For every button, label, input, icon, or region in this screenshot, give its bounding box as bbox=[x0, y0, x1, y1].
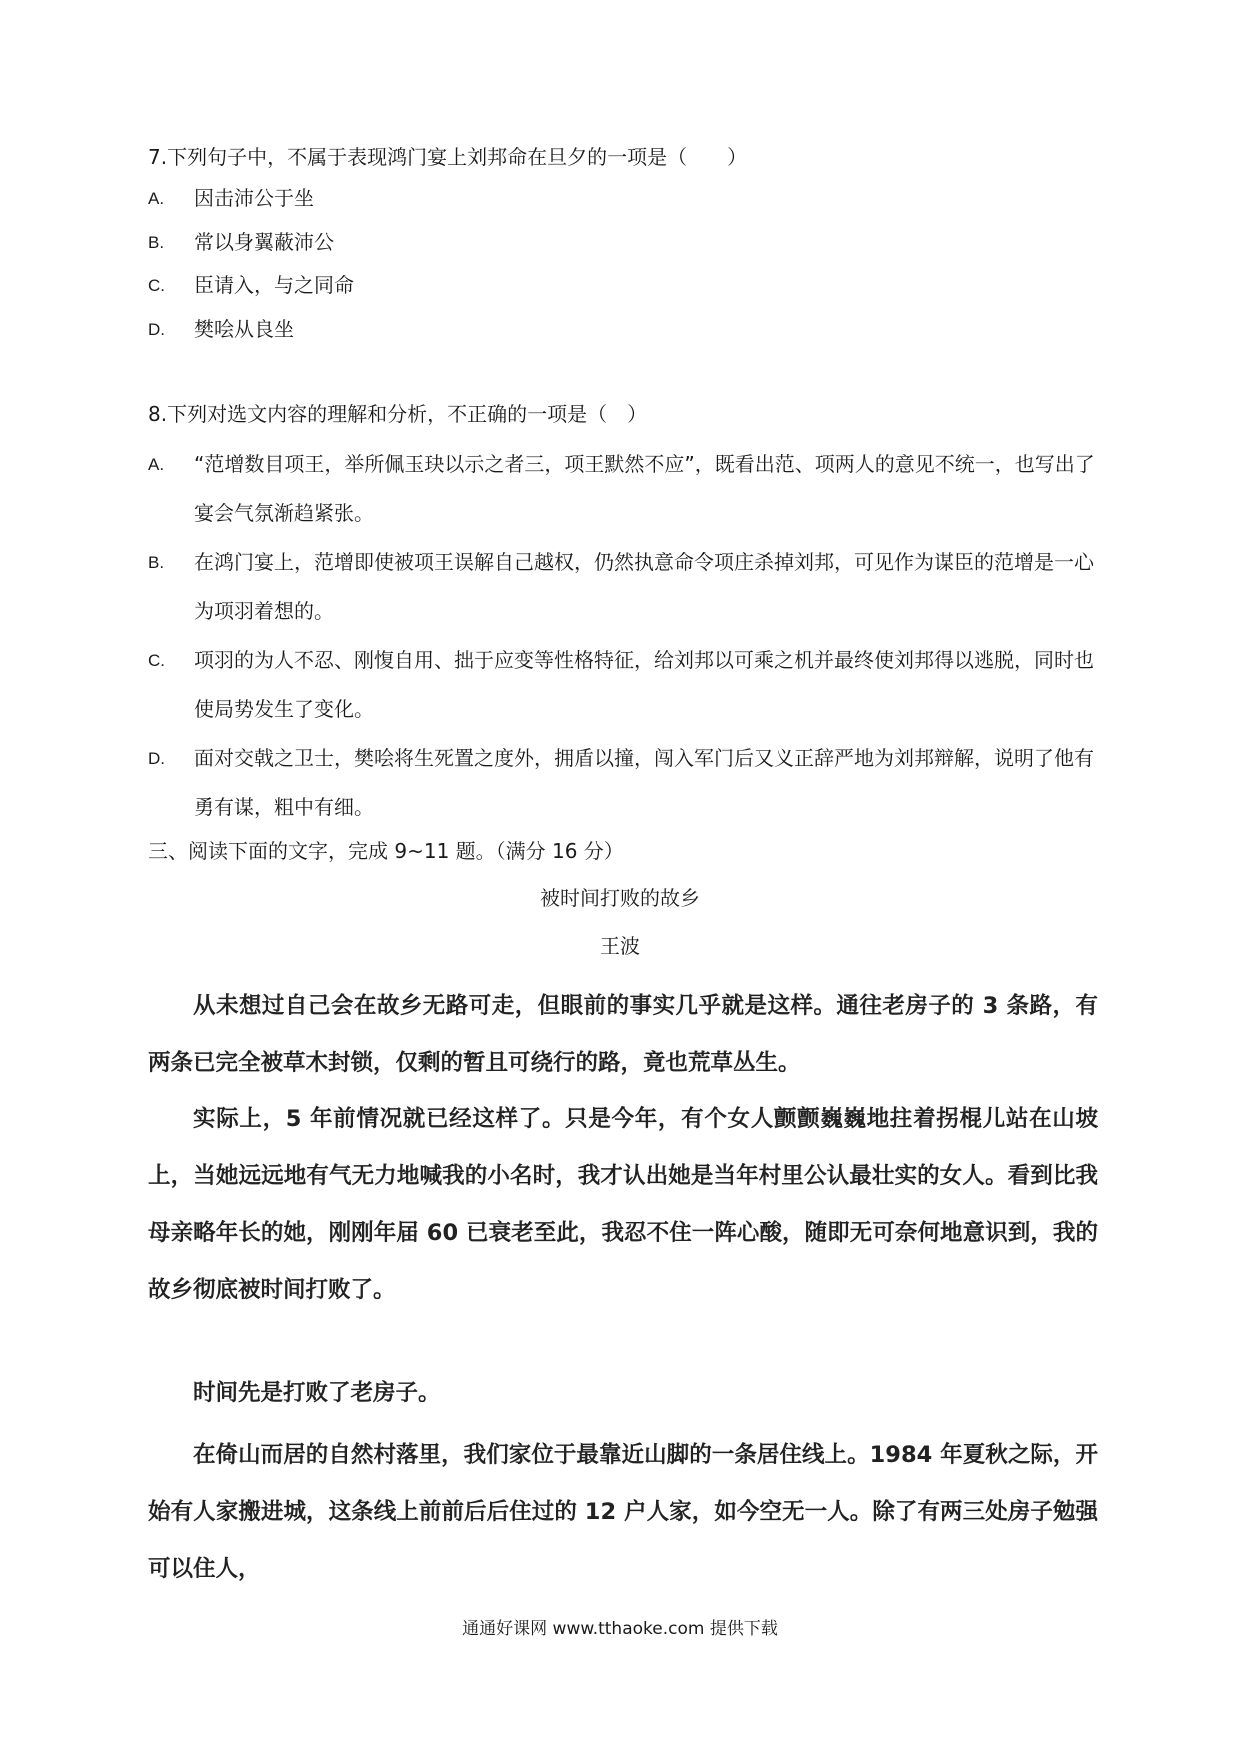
question-7-option-b bbox=[148, 218, 1098, 267]
option-text: 常以身翼蔽沛公 bbox=[194, 230, 334, 254]
option-letter: B. bbox=[148, 233, 165, 252]
option-text: 项羽的为人不忍、刚愎自用、拙于应变等性格特征，给刘邦以可乘之机并最终使刘邦得以逃脱，同时也使局势发生了变化。 bbox=[194, 648, 1094, 721]
question-7-option-c bbox=[148, 261, 1098, 310]
option-letter: C. bbox=[148, 651, 165, 670]
article-author: 王波 bbox=[600, 934, 640, 958]
question-7-stem: 7.下列句子中，不属于表现鸿门宴上刘邦命在旦夕的一项是（ ） bbox=[148, 145, 748, 169]
option-text: 面对交戟之卫士，樊哙将生死置之度外，拥盾以撞，闯入军门后又义正辞严地为刘邦辩解，说明了他有勇有谋，粗中有细。 bbox=[194, 746, 1094, 819]
option-letter: D. bbox=[148, 749, 165, 768]
question-7-option-d bbox=[148, 305, 1098, 354]
option-text: 因击沛公于坐 bbox=[194, 186, 314, 210]
option-text: 樊哙从良坐 bbox=[194, 317, 294, 341]
option-text: “范增数目项王，举所佩玉玦以示之者三，项王默然不应”，既看出范、项两人的意见不统一，也写出了宴会气氛渐趋紧张。 bbox=[194, 452, 1095, 525]
question-8-option-a bbox=[148, 440, 1098, 538]
option-text: 在鸿门宴上，范增即使被项王误解自己越权，仍然执意命令项庄杀掉刘邦，可见作为谋臣的范增是一心为项羽着想的。 bbox=[194, 550, 1094, 623]
question-8-option-c bbox=[148, 636, 1098, 734]
question-8-stem: 8.下列对选文内容的理解和分析，不正确的一项是（ ） bbox=[148, 402, 648, 426]
article-paragraph: 在倚山而居的自然村落里，我们家位于最靠近山脚的一条居住线上。1984 年夏秋之际，开始有人家搬进城，这条线上前前后后住过的 12 户人家，如今空无一人。除了有两三处房子勉强可以住人， bbox=[148, 1442, 1098, 1582]
question-8-option-d bbox=[148, 734, 1098, 832]
question-7-option-a bbox=[148, 174, 1098, 223]
option-text: 臣请入，与之同命 bbox=[194, 273, 354, 297]
option-letter: A. bbox=[148, 455, 165, 474]
question-8-option-b bbox=[148, 538, 1098, 636]
option-letter: B. bbox=[148, 553, 165, 572]
article-paragraph: 时间先是打败了老房子。 bbox=[193, 1380, 441, 1406]
option-letter: C. bbox=[148, 276, 165, 295]
option-letter: D. bbox=[148, 320, 165, 339]
article-paragraph: 从未想过自己会在故乡无路可走，但眼前的事实几乎就是这样。通往老房子的 3 条路，有两条已完全被草木封锁，仅剩的暂且可绕行的路，竟也荒草丛生。 bbox=[148, 993, 1098, 1076]
option-letter: A. bbox=[148, 189, 165, 208]
article-paragraph: 实际上，5 年前情况就已经这样了。只是今年，有个女人颤颤巍巍地拄着拐棍儿站在山坡上，当她远远地有气无力地喊我的小名时，我才认出她是当年村里公认最壮实的女人。看到比我母亲略年长的她，刚刚年届 60 已衰老至此，我忍不住一阵心酸，随即无可奈何地意识到，我的故乡彻底被时间打败了。 bbox=[148, 1106, 1098, 1303]
article-title: 被时间打败的故乡 bbox=[540, 886, 700, 910]
section-3-heading: 三、阅读下面的文字，完成 9~11 题。（满分 16 分） bbox=[148, 839, 624, 863]
page-footer: 通通好课网 www.tthaoke.com 提供下载 bbox=[462, 1619, 778, 1639]
